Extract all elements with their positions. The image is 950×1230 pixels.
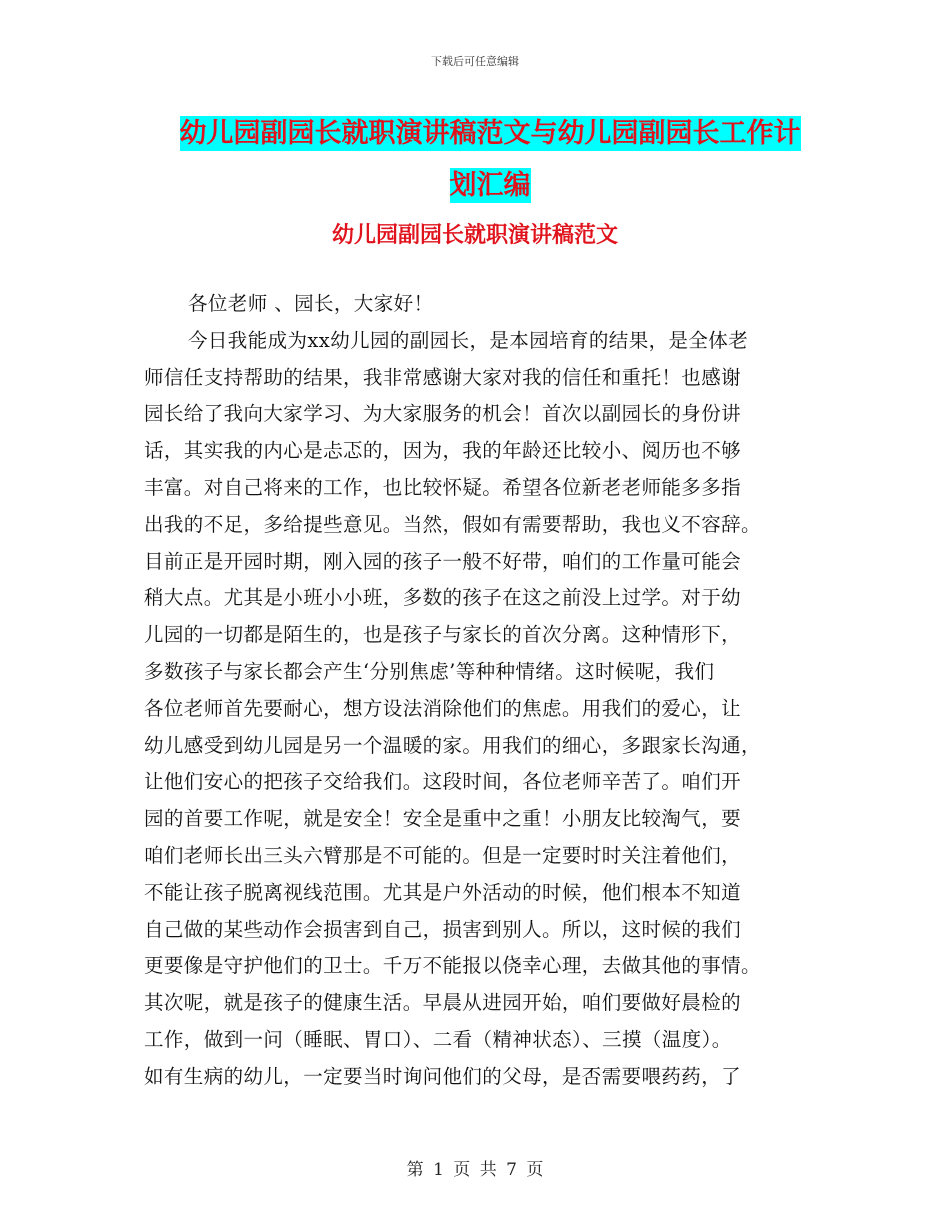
paragraph-line: 让他们安心的把孩子交给我们。这段时间，各位老师辛苦了。咱们开 xyxy=(144,770,742,794)
paragraph-line: 丰富。对自己将来的工作，也比较怀疑。希望各位新老老师能多多指 xyxy=(144,475,742,499)
paragraph-line: 话，其实我的内心是忐忑的，因为，我的年龄还比较小、阅历也不够 xyxy=(144,439,742,463)
page-number-footer: 第 1 页 共 7 页 xyxy=(406,1160,544,1180)
paragraph-line: 如有生病的幼儿，一定要当时询问他们的父母，是否需要喂药药，了 xyxy=(144,1064,742,1088)
paragraph-line: 多数孩子与家长都会产生‘分别焦虑’等种种情绪。这时候呢，我们 xyxy=(144,659,715,683)
paragraph-line: 园长给了我向大家学习、为大家服务的机会！首次以副园长的身份讲 xyxy=(144,402,742,426)
paragraph-line: 幼儿感受到幼儿园是另一个温暖的家。用我们的细心，多跟家长沟通， xyxy=(144,733,761,757)
document-title-line-1: 幼儿园副园长就职演讲稿范文与幼儿园副园长工作计 xyxy=(179,118,801,149)
greeting-line: 各位老师 、园长，大家好！ xyxy=(188,292,434,315)
paragraph-line: 自己做的某些动作会损害到自己，损害到别人。所以，这时候的我们 xyxy=(144,917,742,941)
document-title xyxy=(150,108,830,212)
paragraph-line: 稍大点。尤其是小班小小班，多数的孩子在这之前没上过学。对于幼 xyxy=(144,586,742,610)
paragraph-line: 更要像是守护他们的卫士。千万不能报以侥幸心理，去做其他的事情。 xyxy=(144,954,761,978)
paragraph-line: 儿园的一切都是陌生的，也是孩子与家长的首次分离。这种情形下， xyxy=(144,623,742,647)
paragraph-line: 其次呢，就是孩子的健康生活。早晨从进园开始，咱们要做好晨检的 xyxy=(144,991,742,1015)
paragraph-line: 今日我能成为xx幼儿园的副园长，是本园培育的结果，是全体老 xyxy=(188,328,749,352)
paragraph-line: 工作，做到一问（睡眠、胃口）、二看（精神状态）、三摸（温度）。 xyxy=(144,1027,732,1051)
paragraph-line: 目前正是开园时期，刚入园的孩子一般不好带，咱们的工作量可能会 xyxy=(144,549,742,573)
paragraph-line: 咱们老师长出三头六臂那是不可能的。但是一定要时时关注着他们， xyxy=(144,843,742,867)
header-note: 下载后可任意编辑 xyxy=(431,55,519,68)
document-title-line-2: 划汇编 xyxy=(449,170,531,201)
paragraph-line: 出我的不足，多给提些意见。当然，假如有需要帮助，我也义不容辞。 xyxy=(144,512,761,536)
paragraph-line: 各位老师首先要耐心，想方设法消除他们的焦虑。用我们的爱心，让 xyxy=(144,696,742,720)
section-title: 幼儿园副园长就职演讲稿范文 xyxy=(331,222,618,248)
paragraph-line: 不能让孩子脱离视线范围。尤其是户外活动的时候，他们根本不知道 xyxy=(144,880,742,904)
paragraph-line: 园的首要工作呢，就是安全！安全是重中之重！小朋友比较淘气，要 xyxy=(144,807,742,831)
paragraph-line: 师信任支持帮助的结果，我非常感谢大家对我的信任和重托！也感谢 xyxy=(144,365,742,389)
body-text xyxy=(144,286,809,1096)
